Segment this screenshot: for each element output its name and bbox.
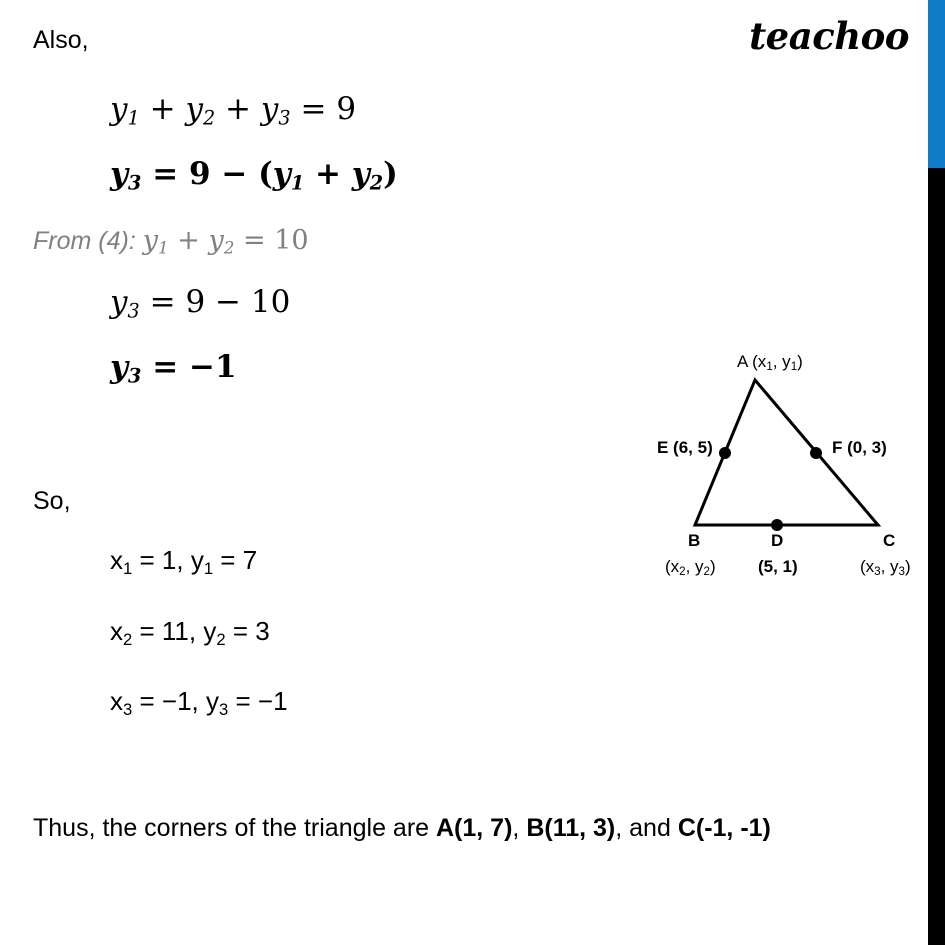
sol2-y-sub: 2 xyxy=(216,629,226,649)
eq2-lhs-sub: 3 xyxy=(128,171,142,195)
edge-accent-stripe-blue xyxy=(928,0,945,168)
label-point-D: D xyxy=(771,531,784,550)
label-A-close: ) xyxy=(797,352,803,371)
from-var2: y xyxy=(208,225,224,256)
from-math-expression xyxy=(143,225,309,256)
solution-line-2 xyxy=(110,616,270,647)
eq1-var3: y xyxy=(260,91,279,127)
eq2-term-var1: y xyxy=(272,156,291,192)
reference-from-equation-4 xyxy=(33,225,309,256)
eq3-lhs-sub: 3 xyxy=(127,299,140,323)
from-op: + xyxy=(177,225,200,256)
sol3-x-value: = −1, xyxy=(139,686,199,716)
eq1-op2: + xyxy=(225,91,252,127)
sol1-x-sub: 1 xyxy=(123,558,133,578)
eq4-equals: = xyxy=(152,349,179,385)
conclusion-point-b: B(11, 3) xyxy=(526,814,616,842)
label-B-sub2: 2 xyxy=(703,566,710,579)
eq2-term-sub2: 2 xyxy=(369,171,384,195)
equation-y3-expression xyxy=(110,156,398,195)
so-label: So, xyxy=(33,487,71,515)
conclusion-point-a: A(1, 7) xyxy=(436,814,513,842)
label-B-mid: , y xyxy=(685,557,704,576)
eq2-plus: + xyxy=(314,156,341,192)
eq1-var2: y xyxy=(185,91,203,127)
sol3-y-var: y xyxy=(206,686,219,716)
from-equals: = xyxy=(242,225,266,256)
point-D-dot xyxy=(771,519,783,531)
eq2-term-var2: y xyxy=(351,156,370,192)
label-vertex-C: C xyxy=(883,531,896,550)
label-point-F: F (0, 3) xyxy=(832,438,887,457)
label-B-sub1: 2 xyxy=(679,566,686,579)
label-C-close: ) xyxy=(904,557,911,576)
eq3-b: 10 xyxy=(250,284,291,320)
sol1-y-sub: 1 xyxy=(203,558,214,578)
from-value: 10 xyxy=(274,225,309,256)
teachoo-logo: teachoo xyxy=(749,14,909,58)
label-C-mid: , y xyxy=(880,557,899,576)
equation-y3-result xyxy=(110,349,237,388)
sol1-x-value: = 1, xyxy=(139,545,184,575)
eq4-lhs-var: y xyxy=(110,349,129,385)
label-C-open: (x xyxy=(860,557,875,576)
eq2-open-paren: ( xyxy=(258,156,273,192)
sol2-y-var: y xyxy=(203,616,217,646)
triangle-diagram xyxy=(620,340,930,590)
equation-y-sum xyxy=(110,91,357,130)
label-A-open: (x xyxy=(752,352,767,371)
label-vertex-B-coords xyxy=(665,558,716,577)
conclusion-sep-1: , xyxy=(512,814,527,842)
from-sub1: 1 xyxy=(158,237,169,258)
eq3-equals: = xyxy=(149,284,176,320)
sol1-y-value: = 7 xyxy=(220,545,258,575)
sol2-x-value: = 11, xyxy=(139,616,197,646)
from-var1: y xyxy=(142,225,158,256)
eq1-sub2: 2 xyxy=(202,106,216,130)
eq1-sub1: 1 xyxy=(127,106,140,130)
conclusion-sep-2: , and xyxy=(615,814,678,842)
from-sub2: 2 xyxy=(223,237,235,258)
eq1-op1: + xyxy=(149,91,176,127)
label-C-sub2: 3 xyxy=(898,566,905,579)
eq2-close-paren: ) xyxy=(383,156,398,192)
eq2-minus: − xyxy=(221,156,248,192)
label-point-E: E (6, 5) xyxy=(657,438,713,457)
conclusion-point-c: C(-1, -1) xyxy=(677,814,771,842)
label-point-D-coords: (5, 1) xyxy=(758,557,798,576)
edge-accent-stripe-black xyxy=(928,168,945,945)
label-A-sub1: 1 xyxy=(766,361,773,374)
label-A-sub2: 1 xyxy=(790,361,798,374)
sol2-x-var: x xyxy=(110,616,123,646)
eq1-equals: = xyxy=(300,91,327,127)
triangle-svg xyxy=(620,340,930,590)
conclusion-lead: Thus, the corners of the triangle are xyxy=(33,814,436,842)
eq3-lhs-var: y xyxy=(110,284,128,320)
label-B-close: ) xyxy=(709,557,716,576)
equation-y3-substituted xyxy=(110,284,291,323)
solution-line-3 xyxy=(110,686,288,717)
eq2-term-sub1: 1 xyxy=(290,171,305,195)
solution-line-1 xyxy=(110,545,257,576)
label-vertex-B: B xyxy=(688,531,701,550)
label-vertex-C-coords xyxy=(860,558,911,577)
label-vertex-A xyxy=(737,353,803,372)
label-A-mid: , y xyxy=(772,352,791,371)
eq1-sub3: 3 xyxy=(278,106,291,130)
also-label: Also, xyxy=(33,26,89,54)
label-C-sub1: 3 xyxy=(874,566,881,579)
label-A-letter: A xyxy=(737,352,748,371)
eq2-rhs-num: 9 xyxy=(188,156,211,192)
eq4-rhs: −1 xyxy=(188,349,237,385)
sol2-x-sub: 2 xyxy=(123,629,133,649)
sol1-x-var: x xyxy=(110,545,123,575)
eq4-lhs-sub: 3 xyxy=(128,364,142,388)
sol3-y-sub: 3 xyxy=(219,699,229,719)
point-F-dot xyxy=(810,447,822,459)
eq1-rhs: 9 xyxy=(336,91,357,127)
point-E-dot xyxy=(719,447,731,459)
sol3-x-var: x xyxy=(110,686,123,716)
conclusion-line xyxy=(33,814,771,843)
eq1-var1: y xyxy=(110,91,128,127)
sol3-x-sub: 3 xyxy=(123,699,133,719)
eq3-a: 9 xyxy=(185,284,206,320)
sol3-y-value: = −1 xyxy=(235,686,288,716)
from-lead-label: From (4): xyxy=(33,227,136,255)
sol1-y-var: y xyxy=(190,545,204,575)
eq2-lhs-var: y xyxy=(110,156,129,192)
eq3-minus: − xyxy=(215,284,242,320)
eq2-equals: = xyxy=(152,156,179,192)
label-B-open: (x xyxy=(665,557,680,576)
sol2-y-value: = 3 xyxy=(232,616,270,646)
